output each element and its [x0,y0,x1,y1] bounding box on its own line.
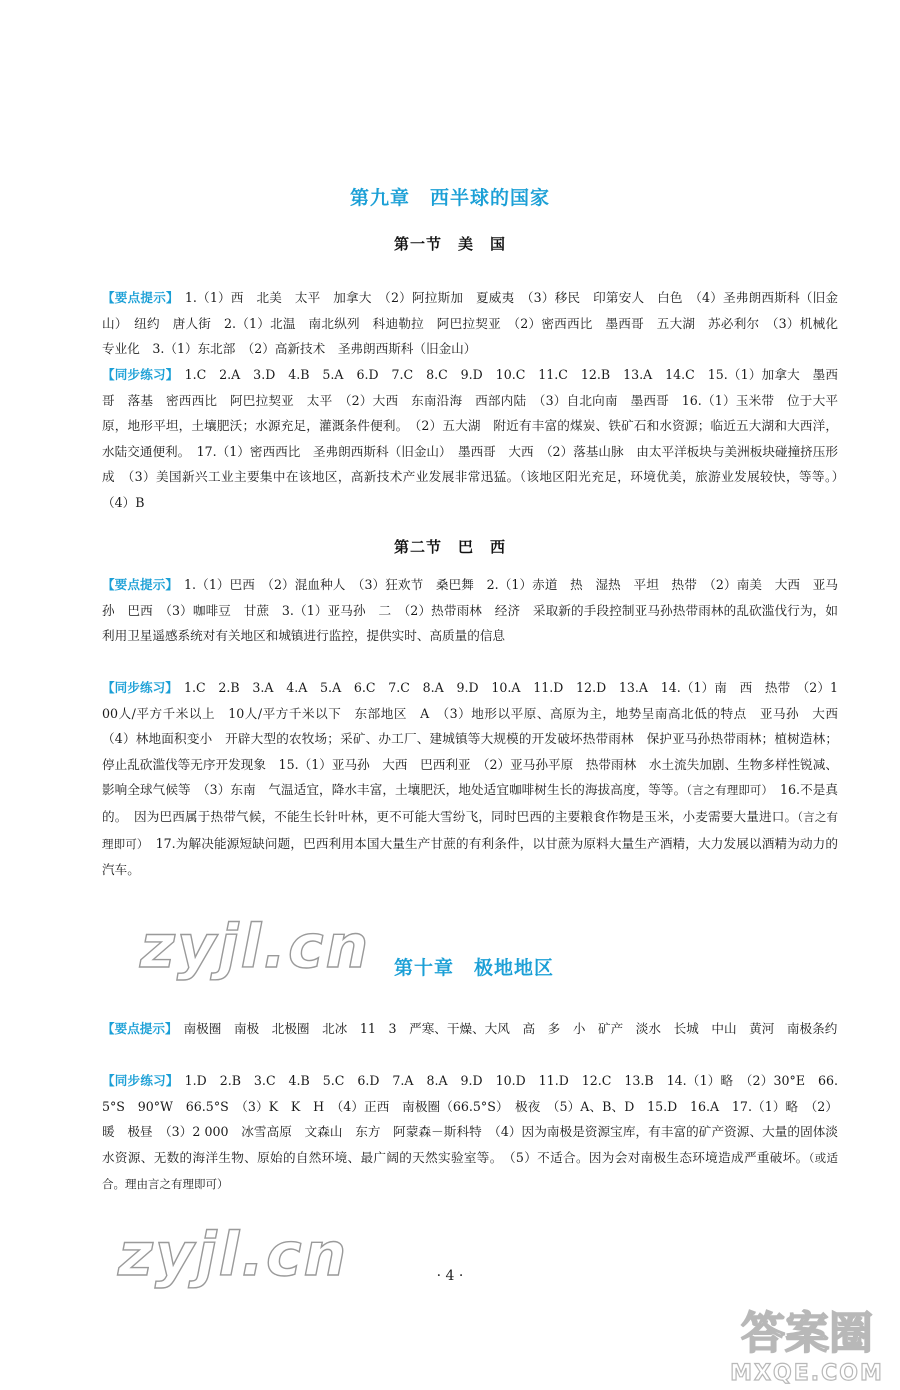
practice-text: 1.C 2.A 3.D 4.B 5.A 6.D 7.C 8.C 9.D 10.C 11.C 12.B 13.A 14.C 15.（1）加拿大 墨西哥 落基 密西西比 阿巴拉契亚 太平 （2）大西 东南沿海 西部内陆 （3）自北向南 墨西哥 16.（1）玉米带 位于大平原，地形平坦，土壤肥沃；水源充足，灌溉条件便利。 （2）五大湖 附近有丰富的煤炭、铁矿石和水资源；临近五大湖和大西洋，水陆交通便利。 17.（1）密西西比 圣弗朗西斯科（旧金山） 墨西哥 大西 （2）落基山脉 由太平洋板块与美洲板块碰撞挤压形成 （3）美国新兴工业主要集中在该地区，高新技术产业发展非常迅猛。（该地区阳光充足，环境优美，旅游业发展较快，等等。） （4）B [102,367,851,510]
practice-tag: 【同步练习】 [102,367,179,382]
key-points-tag: 【要点提示】 [102,1021,178,1036]
section-1-practice [102,362,851,516]
practice-note: （言之有理即可） [686,783,768,798]
practice-text-cont: 16.不是真的。 因为巴西属于热带气候，不能生长针叶林，更不可能大雪纷飞，同时巴西的主要粮食作物是玉米，小麦需要大量进口。 [102,782,839,824]
practice-text: 1.C 2.B 3.A 4.A 5.A 6.C 7.C 8.A 9.D 10.A 11.D 12.D 13.A 14.（1）南 西 热带 （2）100人/平方千米以上 10人/平方千米以下 东部地区 A （3）地形以平原、高原为主，地势呈南高北低的特点 亚马孙 大西 （4）林地面积变小 开辟大型的农牧场；采矿、办工厂、建城镇等大规模的开发破坏热带雨林 保护亚马孙热带雨林；植树造林；停止乱砍滥伐等无序开发现象 15.（1）亚马孙 大西 巴西利亚 （2）亚马孙平原 热带雨林 水土流失加剧、生物多样性锐减、影响全球气候等 （3）东南 气温适宜，降水丰富，土壤肥沃，地处适宜咖啡树生长的海拔高度，等等。 [102,680,851,798]
practice-text-cont: 17.为解决能源短缺问题，巴西利用本国大量生产甘蔗的有利条件，以甘蔗为原料大量生产酒精，大力发展以酒精为动力的汽车。 [102,835,839,878]
watermark-zyjl: zyjl.cn [140,912,371,982]
chapter-9-title: 第九章 西半球的国家 [349,187,550,209]
practice-note: （言之有理即可） [102,809,839,851]
section-1-key-points [102,285,851,362]
practice-text: 1.D 2.B 3.C 4.B 5.C 6.D 7.A 8.A 9.D 10.D 11.D 12.C 13.B 14.（1）略 （2）30°E 66.5°S 90°W 66.5°S （3）K K H （4）正西 南极圈（66.5°S） 极夜 （5）A、B、D 15.D 16.A 17.（1）略 （2）暖 极昼 （3）2 000 冰雪高原 文森山 东方 阿蒙森－斯科特 （4）因为南极是资源宝库，有丰富的矿产资源、大量的固体淡水资源、无数的海洋生物、原始的自然环境、最广阔的天然实验室等。 （5）不适合。因为会对南极生态环境造成严重破坏。 [102,1073,839,1165]
answer-circle-logo [720,1300,895,1385]
practice-tag: 【同步练习】 [102,1073,179,1088]
watermark-zyjl-bottom: zyjl.cn [118,1220,349,1290]
chapter-10-title: 第十章 极地地区 [393,957,554,979]
key-points-tag: 【要点提示】 [102,577,179,592]
practice-tag: 【同步练习】 [102,680,178,695]
page-number: · 4 · [436,1268,464,1284]
key-points-text: 南极圈 南极 北极圈 北冰 11 3 严寒、干燥、大风 高 多 小 矿产 淡水 长城 中山 黄河 南极条约 [183,1021,838,1036]
logo-text: 答案圈 [741,1308,873,1359]
chapter-10-key-points [102,1016,838,1042]
section-2-key-points [102,572,838,649]
key-points-text: 1.（1）巴西 （2）混血种人 （3）狂欢节 桑巴舞 2.（1）赤道 热 湿热 平坦 热带 （2）南美 大西 亚马孙 巴西 （3）咖啡豆 甘蔗 3.（1）亚马孙 二 （2）热带雨林 经济 采取新的手段控制亚马孙热带雨林的乱砍滥伐行为，如利用卫星遥感系统对有关地区和城镇进行监控，提供实时、高质量的信息 [102,577,839,644]
practice-note: （或适合。理由言之有理即可） [102,1150,839,1192]
section-2-title: 第二节 巴 西 [393,538,506,556]
section-1-title: 第一节 美 国 [393,235,506,253]
logo-sub-text: MXQE.COM [730,1361,884,1385]
chapter-10-practice [102,1068,838,1198]
key-points-tag: 【要点提示】 [102,290,179,305]
key-points-text: 1.（1）西 北美 太平 加拿大 （2）阿拉斯加 夏威夷 （3）移民 印第安人 白色 （4）圣弗朗西斯科（旧金山） 纽约 唐人街 2.（1）北温 南北纵列 科迪勒拉 阿巴拉契亚 （2）密西西比 墨西哥 五大湖 苏必利尔 （3）机械化 专业化 3.（1）东北部 （2）高新技术 圣弗朗西斯科（旧金山） [102,290,851,357]
section-2-practice [102,675,851,883]
